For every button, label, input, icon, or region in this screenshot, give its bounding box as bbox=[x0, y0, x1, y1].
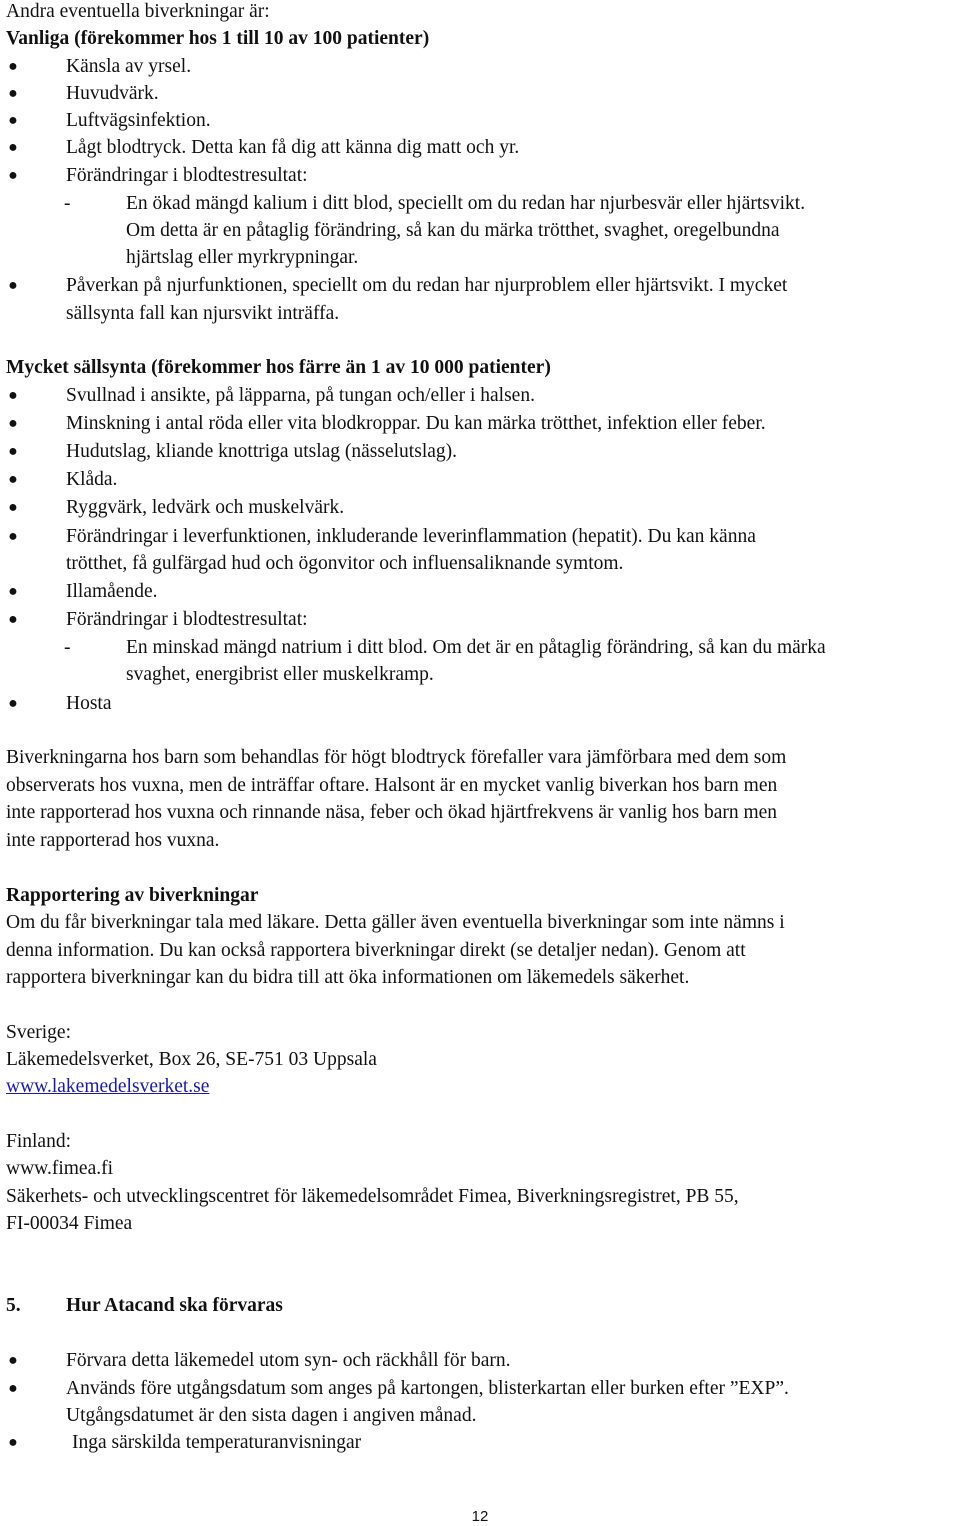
list-item: Används före utgångsdatum som anges på kartongen, blisterkartan eller burken efter ”EXP”. bbox=[66, 1378, 789, 1399]
list-item-continued: trötthet, få gulfärgad hud och ögonvitor och influensaliknande symtom. bbox=[66, 553, 624, 574]
reporting-paragraph-line: denna information. Du kan också rapportera biverkningar direkt (se detaljer nedan). Genom att bbox=[6, 940, 746, 961]
bullet-icon: ● bbox=[8, 387, 18, 404]
bullet-icon: ● bbox=[8, 85, 18, 102]
reporting-paragraph-line: Om du får biverkningar tala med läkare. Detta gäller även eventuella biverkningar som inte nämns i bbox=[6, 912, 785, 933]
sweden-link-row bbox=[6, 1075, 209, 1099]
bullet-icon: ● bbox=[8, 139, 18, 156]
sub-item-text: Om detta är en påtaglig förändring, så kan du märka trötthet, svaghet, oregelbundna bbox=[126, 220, 780, 241]
list-item: Hosta bbox=[66, 693, 112, 714]
list-item: Förändringar i blodtestresultat: bbox=[66, 165, 308, 186]
list-item: Påverkan på njurfunktionen, speciellt om du redan har njurproblem eller hjärtsvikt. I mycket bbox=[66, 275, 788, 296]
list-item: Förvara detta läkemedel utom syn- och räckhåll för barn. bbox=[66, 1350, 511, 1371]
list-item: Klåda. bbox=[66, 469, 118, 490]
bullet-icon: ● bbox=[8, 583, 18, 600]
sub-item-text: En minskad mängd natrium i ditt blod. Om det är en påtaglig förändring, så kan du märka bbox=[126, 637, 826, 658]
finland-address-line: Säkerhets- och utvecklingscentret för läkemedelsområdet Fimea, Biverkningsregistret, PB 55, bbox=[6, 1186, 739, 1207]
list-item: Luftvägsinfektion. bbox=[66, 110, 211, 131]
list-item: Ryggvärk, ledvärk och muskelvärk. bbox=[66, 497, 345, 518]
page-number: 12 bbox=[471, 1508, 489, 1525]
list-item: Hudutslag, kliande knottriga utslag (nässelutslag). bbox=[66, 441, 458, 462]
reporting-heading: Rapportering av biverkningar bbox=[6, 885, 259, 906]
list-item: Lågt blodtryck. Detta kan få dig att känna dig matt och yr. bbox=[66, 137, 520, 158]
bullet-icon: ● bbox=[8, 112, 18, 129]
children-paragraph-line: Biverkningarna hos barn som behandlas för högt blodtryck förefaller vara jämförbara med dem som bbox=[6, 747, 787, 768]
bullet-icon: ● bbox=[8, 695, 18, 712]
finland-web: www.fimea.fi bbox=[6, 1158, 114, 1179]
bullet-icon: ● bbox=[8, 499, 18, 516]
list-item: Inga särskilda temperaturanvisningar bbox=[72, 1432, 362, 1453]
list-item: Huvudvärk. bbox=[66, 83, 159, 104]
reporting-paragraph-line: rapportera biverkningar kan du bidra till att öka informationen om läkemedels säkerhet. bbox=[6, 967, 690, 988]
bullet-icon: ● bbox=[8, 415, 18, 432]
list-item: Illamående. bbox=[66, 581, 158, 602]
list-item: Förändringar i leverfunktionen, inkluderande leverinflammation (hepatit). Du kan känna bbox=[66, 526, 756, 547]
list-item: Förändringar i blodtestresultat: bbox=[66, 609, 308, 630]
intro-text: Andra eventuella biverkningar är: bbox=[6, 1, 270, 22]
bullet-icon: ● bbox=[8, 443, 18, 460]
finland-address-line: FI-00034 Fimea bbox=[6, 1213, 133, 1234]
bullet-icon: ● bbox=[8, 1434, 18, 1451]
bullet-icon: ● bbox=[8, 277, 18, 294]
children-paragraph-line: inte rapporterad hos vuxna och rinnande näsa, feber och ökad hjärtfrekvens är vanlig hos barn men bbox=[6, 802, 778, 823]
list-item: Svullnad i ansikte, på läpparna, på tungan och/eller i halsen. bbox=[66, 385, 535, 406]
children-paragraph-line: observerats hos vuxna, men de inträffar oftare. Halsont är en mycket vanlig biverkan hos barn men bbox=[6, 775, 778, 796]
sub-item-text: En ökad mängd kalium i ditt blod, speciellt om du redan har njurbesvär eller hjärtsvikt. bbox=[126, 193, 806, 214]
sub-item-text: hjärtslag eller myrkrypningar. bbox=[126, 247, 359, 268]
sub-item-text: svaghet, energibrist eller muskelkramp. bbox=[126, 664, 434, 685]
common-heading: Vanliga (förekommer hos 1 till 10 av 100 patienter) bbox=[6, 28, 430, 49]
dash-marker: - bbox=[64, 637, 71, 658]
bullet-icon: ● bbox=[8, 1352, 18, 1369]
finland-label: Finland: bbox=[6, 1131, 72, 1152]
bullet-icon: ● bbox=[8, 611, 18, 628]
dash-marker: - bbox=[64, 193, 71, 214]
section-title: Hur Atacand ska förvaras bbox=[66, 1295, 283, 1316]
children-paragraph-line: inte rapporterad hos vuxna. bbox=[6, 830, 220, 851]
list-item: Minskning i antal röda eller vita blodkroppar. Du kan märka trötthet, infektion eller feber. bbox=[66, 413, 766, 434]
list-item: Känsla av yrsel. bbox=[66, 56, 192, 77]
sweden-label: Sverige: bbox=[6, 1022, 71, 1043]
list-item-continued: sällsynta fall kan njursvikt inträffa. bbox=[66, 303, 340, 324]
very-rare-heading: Mycket sällsynta (förekommer hos färre än 1 av 10 000 patienter) bbox=[6, 357, 551, 378]
section-number: 5. bbox=[6, 1295, 21, 1316]
lakemedelsverket-link[interactable]: www.lakemedelsverket.se bbox=[6, 1076, 210, 1097]
bullet-icon: ● bbox=[8, 167, 18, 184]
sweden-address: Läkemedelsverket, Box 26, SE-751 03 Uppsala bbox=[6, 1049, 377, 1070]
bullet-icon: ● bbox=[8, 471, 18, 488]
bullet-icon: ● bbox=[8, 1380, 18, 1397]
list-item-continued: Utgångsdatumet är den sista dagen i angiven månad. bbox=[66, 1405, 477, 1426]
bullet-icon: ● bbox=[8, 58, 18, 75]
bullet-icon: ● bbox=[8, 528, 18, 545]
